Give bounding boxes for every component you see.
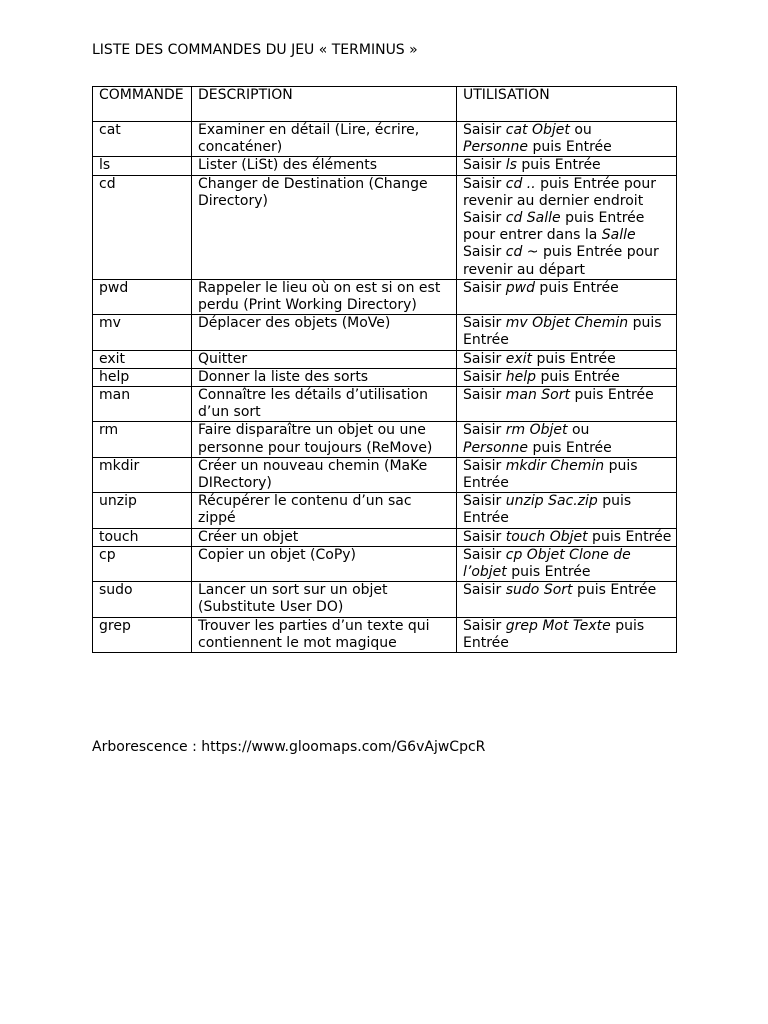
command-cell: grep [93,617,192,652]
description-cell: Changer de Destination (Change Directory) [192,175,457,279]
usage-command-text: cd Salle [505,210,561,227]
usage-command-text: mv Objet Chemin [505,315,629,332]
usage-text: Saisir [463,244,506,261]
page-title: LISTE DES COMMANDES DU JEU « TERMINUS » [92,42,418,58]
table-row [93,279,677,314]
usage-command-text: man Sort [505,387,570,404]
usage-cell [457,582,677,617]
command-cell: man [93,387,192,422]
command-cell: sudo [93,582,192,617]
table-row [93,157,677,175]
description-cell: Lancer un sort sur un objet (Substitute User DO) [192,582,457,617]
table-row [93,122,677,157]
usage-cell [457,493,677,528]
footer-line [92,738,485,756]
command-cell: exit [93,350,192,368]
usage-cell [457,528,677,546]
usage-text: Saisir [463,210,506,227]
usage-text: Saisir [463,457,506,474]
usage-text: puis Entrée [570,387,654,404]
usage-text: Saisir [463,175,506,192]
usage-command-text: Salle [601,227,636,244]
usage-command-text: exit [505,350,533,367]
description-cell: Déplacer des objets (MoVe) [192,315,457,350]
description-cell: Créer un objet [192,528,457,546]
command-cell: unzip [93,493,192,528]
table-row [93,582,677,617]
usage-text: Saisir [463,546,506,563]
description-cell: Copier un objet (CoPy) [192,546,457,581]
usage-text: Saisir [463,368,506,385]
usage-text: puis Entrée [587,528,672,545]
description-cell: Créer un nouveau chemin (MaKe DIRectory) [192,457,457,492]
header-usage: UTILISATION [457,87,677,122]
usage-text: Saisir [463,350,506,367]
usage-cell [457,387,677,422]
table-row [93,368,677,386]
description-cell: Rappeler le lieu où on est si on est perdu (Print Working Directory) [192,279,457,314]
table-row [93,422,677,457]
usage-text: puis Entrée [536,368,620,385]
usage-cell [457,457,677,492]
usage-command-text: sudo Sort [505,582,573,599]
usage-text: Saisir [463,582,506,599]
table-row [93,546,677,581]
description-cell: Lister (LiSt) des éléments [192,157,457,175]
footer-label: Arborescence : [92,739,202,755]
usage-text: puis Entrée [516,157,601,174]
command-cell: mv [93,315,192,350]
usage-command-text: pwd [505,279,535,296]
usage-text: Saisir [463,493,506,510]
usage-cell [457,157,677,175]
table-row [93,617,677,652]
usage-text: puis Entrée pour entrer dans la [463,210,645,244]
usage-command-text: Personne [463,439,529,456]
footer-link[interactable]: https://www.gloomaps.com/G6vAjwCpcR [201,739,486,755]
usage-text: Saisir [463,387,506,404]
usage-command-text: unzip Sac.zip [505,493,598,510]
usage-command-text: cd .. [505,175,536,192]
description-cell: Examiner en détail (Lire, écrire, concaténer) [192,122,457,157]
usage-cell [457,368,677,386]
usage-command-text: cd ~ [505,244,539,261]
usage-cell [457,546,677,581]
command-cell: pwd [93,279,192,314]
usage-text: puis Entrée pour revenir au départ [463,244,659,278]
usage-command-text: help [505,368,537,385]
description-cell: Trouver les parties d’un texte qui contiennent le mot magique [192,617,457,652]
command-cell: touch [93,528,192,546]
command-cell: rm [93,422,192,457]
table-row [93,175,677,279]
usage-text: Saisir [463,279,506,296]
usage-text: Saisir [463,315,506,332]
usage-command-text: grep Mot Texte [505,617,611,634]
usage-text: puis Entrée [528,439,612,456]
table-row [93,493,677,528]
usage-command-text: rm Objet [505,422,568,439]
command-cell: mkdir [93,457,192,492]
description-cell: Connaître les détails d’utilisation d’un sort [192,387,457,422]
table-row [93,350,677,368]
usage-text: puis Entrée [463,493,632,527]
usage-cell [457,279,677,314]
usage-text: puis Entrée [572,582,657,599]
command-cell: cp [93,546,192,581]
description-cell: Récupérer le contenu d’un sac zippé [192,493,457,528]
usage-cell [457,350,677,368]
command-cell: ls [93,157,192,175]
usage-command-text: cat Objet [505,122,570,138]
usage-text: puis Entrée [532,350,616,367]
header-command: COMMANDE [93,87,192,122]
usage-text: ou [569,122,592,138]
usage-text: puis Entrée [506,564,591,581]
usage-text: puis Entrée [528,139,612,156]
usage-command-text: mkdir Chemin [505,457,605,474]
table-row [93,315,677,350]
usage-command-text: cp Objet Clone de l’objet [463,546,631,581]
usage-text: puis Entrée [463,315,662,349]
usage-cell [457,315,677,350]
commands-table [92,86,677,653]
command-cell: cd [93,175,192,279]
usage-text: Saisir [463,617,506,634]
command-cell: help [93,368,192,386]
command-cell: cat [93,122,192,157]
usage-text: puis Entrée [463,457,638,492]
usage-text: Saisir [463,122,506,138]
table-row [93,528,677,546]
description-cell: Quitter [192,350,457,368]
header-description: DESCRIPTION [192,87,457,122]
table-row [93,457,677,492]
usage-command-text: touch Objet [505,528,588,545]
usage-text: Saisir [463,157,506,174]
table-row [93,387,677,422]
usage-text: Saisir [463,422,506,439]
description-cell: Donner la liste des sorts [192,368,457,386]
usage-text: puis Entrée pour revenir au dernier endroit [463,175,656,209]
usage-text: puis Entrée [463,617,645,651]
usage-command-text: Personne [463,139,529,156]
usage-command-text: ls [505,157,517,174]
description-cell: Faire disparaître un objet ou une personne pour toujours (ReMove) [192,422,457,457]
usage-cell [457,122,677,157]
usage-cell [457,422,677,457]
usage-cell [457,175,677,279]
usage-cell [457,617,677,652]
usage-text: ou [567,422,590,439]
usage-text: Saisir [463,528,506,545]
table-header-row [93,87,677,122]
usage-text: puis Entrée [534,279,619,296]
